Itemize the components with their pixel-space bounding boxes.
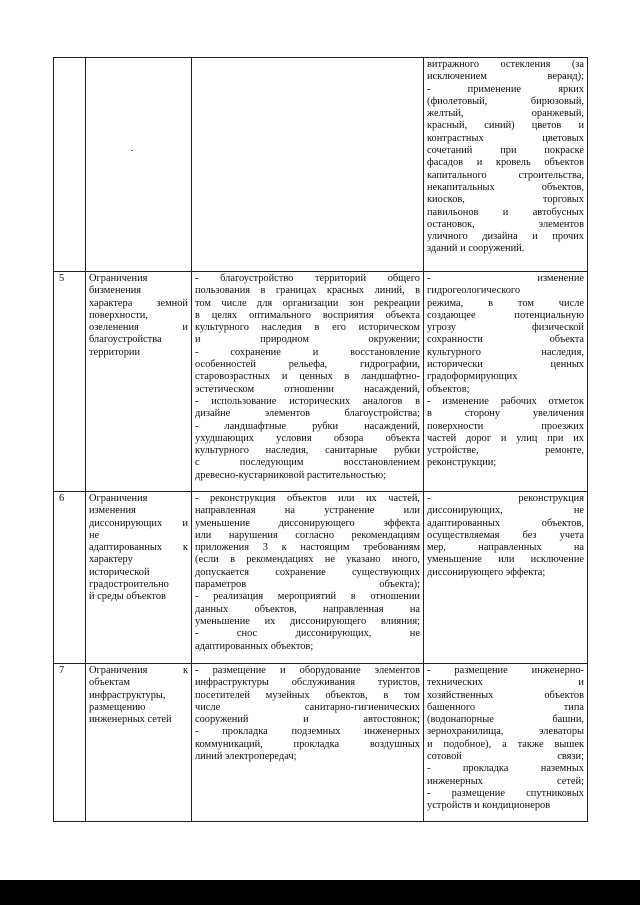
cell-text-line: данных объектов, направленная на (195, 603, 420, 615)
cell-text-line: - применение ярких (427, 83, 584, 95)
cell-text-line: объектов; (427, 383, 470, 395)
cell-text-line: хозяйственных объектов (427, 689, 584, 701)
cell-text-line: инженерных сетей (89, 714, 172, 726)
cell-text-line: размещению (89, 701, 146, 713)
cell-text-line: культурного наследия в его историческом (195, 322, 420, 334)
table-row (54, 664, 588, 822)
cell-text-line: диссонирующих, не (427, 505, 584, 517)
cell-text-line: поверхности проезжих (427, 420, 584, 432)
cell-text-line: уменьшение диссонирующего эффекта (195, 517, 420, 529)
cell-text-line: и природном окружении; (195, 334, 420, 346)
cell-text-line: осуществляемая без учета (427, 529, 584, 541)
prohibitions-cell (424, 58, 588, 272)
cell-text-line: приложения 3 к настоящим требованиям (195, 542, 420, 554)
cell-text-line: не (89, 529, 100, 541)
cell-text-line: устройстве, ремонте, (427, 445, 584, 457)
prohibitions-cell (424, 272, 588, 492)
cell-text-line: зданий и сооружений. (427, 243, 525, 255)
cell-text-line: мер, направленных на (427, 542, 584, 554)
cell-text-line: контрастных цветовых (427, 132, 584, 144)
cell-text-line: характера земной (89, 297, 188, 309)
cell-text-line: сочетаний при покраске (427, 145, 584, 157)
cell-text-line: - сохранение и восстановление (195, 346, 420, 358)
cell-text-line: угрозу физической (427, 322, 584, 334)
cell-text-line: благоустройства (89, 334, 162, 346)
cell-text-line: исключением веранд); (427, 71, 584, 83)
cell-text-line: технических и (427, 677, 584, 689)
restriction-type-cell (86, 664, 192, 822)
cell-text-line: (водонапорные башни, (427, 714, 584, 726)
cell-text-line: бизменения (89, 285, 142, 297)
cell-text-line: инфраструктуры, (89, 689, 166, 701)
cell-text-line: павильонов и автобусных (427, 206, 584, 218)
cell-text-line: режима, в том числе (427, 297, 584, 309)
table-row (54, 492, 588, 664)
requirements-cell (192, 492, 424, 664)
cell-text-line: территории (89, 346, 141, 358)
cell-text-line: сооружений и автостоянок; (195, 714, 420, 726)
row-number: 6 (59, 493, 65, 504)
table-row (54, 58, 588, 272)
restriction-type-cell (86, 492, 192, 664)
cell-text-line: в целях оптимального восприятия объекта (195, 309, 420, 321)
cell-text-line: числе санитарно-гигиенических (195, 701, 420, 713)
cell-text-line: (если в рекомендациях не указано иного, (195, 554, 420, 566)
cell-text-line: градостроительно (89, 579, 169, 591)
cell-text-line: или нарушения согласно рекомендациям (195, 529, 420, 541)
cell-text-line: эстетическом отношении насаждений, (195, 383, 420, 395)
cell-text-line: создающее потенциальную (427, 309, 584, 321)
requirements-cell (192, 58, 424, 272)
cell-text-line: - изменение (427, 273, 584, 284)
cell-text-line: капитального строительства, (427, 169, 584, 181)
requirements-cell (192, 664, 424, 822)
cell-text-line: посетителей музейных объектов, в том (195, 689, 420, 701)
cell-text-line: сохранности объекта (427, 334, 584, 346)
cell-text-line: древесно-кустарниковой растительностью; (195, 469, 386, 481)
cell-text-line: - размещение инженерно- (427, 665, 584, 676)
cell-text-line: - реконструкция (427, 493, 584, 504)
cell-text-line: с последующим восстановлением (195, 457, 420, 469)
cell-text-line: - использование исторических аналогов в (195, 395, 420, 407)
cell-text-line: киосков, торговых (427, 194, 584, 206)
cell-text-line: адаптированных к (89, 542, 188, 554)
cell-text-line: фасадов и кровель объектов (427, 157, 584, 169)
cell-text-line: - благоустройство территорий общего (195, 273, 420, 284)
table-body (54, 58, 588, 822)
prohibitions-cell (424, 664, 588, 822)
row-number: 7 (59, 665, 65, 676)
row-number: 5 (59, 273, 65, 284)
cell-text-line: гидрогеологического (427, 285, 521, 297)
cell-text-line: ухудшающих условия обзора объекта (195, 432, 420, 444)
cell-text-line: инженерных сетей; (427, 775, 584, 787)
cell-text-line: Ограничения (89, 273, 148, 284)
cell-text-line: реконструкции; (427, 457, 497, 469)
table-row (54, 272, 588, 492)
row-number-cell (54, 664, 86, 822)
cell-text-line: уменьшение или исключение (427, 554, 584, 566)
cell-text-line: изменения (89, 505, 136, 517)
cell-text-line: красный, синий) цветов и (427, 120, 584, 132)
row-number-cell (54, 272, 86, 492)
cell-text-line: уменьшение их диссонирующего влияния; (195, 615, 420, 627)
cell-text-line: - прокладка наземных (427, 763, 584, 775)
restriction-type-cell (86, 58, 192, 272)
cell-text-line: уличного дизайна и прочих (427, 231, 584, 243)
cell-text-line: - изменение рабочих отметок (427, 395, 584, 407)
cell-text-line: озеленения и (89, 322, 188, 334)
cell-text-line: особенностей рельефа, гидрографии, (195, 359, 420, 371)
requirements-table (53, 57, 588, 822)
cell-text-line: - реконструкция объектов или их частей, (195, 493, 420, 504)
cell-text-line: желтый, оранжевый, (427, 108, 584, 120)
cell-text-line: - прокладка подземных инженерных (195, 726, 420, 738)
cell-text-line: инфраструктуры обслуживания туристов, (195, 677, 420, 689)
cell-text-line: параметров объекта); (195, 579, 420, 591)
cell-text-line: Ограничения к (89, 665, 188, 676)
cell-text-line: дизайне элементов благоустройства; (195, 408, 420, 420)
cell-text-line: сотовой связи; (427, 751, 584, 763)
cell-text-line: адаптированных объектов; (195, 640, 314, 652)
cell-text-line: - снос диссонирующих, не (195, 628, 420, 640)
cell-text-line: устройств и кондиционеров (427, 800, 551, 812)
cell-text-line: объектам (89, 677, 130, 689)
prohibitions-cell (424, 492, 588, 664)
cell-text-line: башенного типа (427, 701, 584, 713)
cell-text-line: характеру (89, 554, 133, 566)
cell-text-line: - реализация мероприятий в отношении (195, 591, 420, 603)
cell-text-line: старовозрастных и ценных в ландшафтно- (195, 371, 420, 383)
cell-text-line: - размещение спутниковых (427, 787, 584, 799)
cell-text-line: коммуникаций, прокладка воздушных (195, 738, 420, 750)
row-number-cell (54, 58, 86, 272)
cell-text-line: направленная на устранение или (195, 505, 420, 517)
cell-text-line: - размещение и оборудование элементов (195, 665, 420, 676)
cell-text-line: допускается сохранение существующих (195, 566, 420, 578)
cell-text-line: - ландшафтные рубки насаждений, (195, 420, 420, 432)
cell-text-line: диссонирующего эффекта; (427, 566, 546, 578)
cell-text-line: исторически ценных (427, 359, 584, 371)
cell-text-line: поверхности, (89, 309, 148, 321)
restriction-type-cell (86, 272, 192, 492)
cell-text-line: линий электропередач; (195, 751, 297, 763)
cell-text-line: зернохранилища, элеваторы (427, 726, 584, 738)
cell-text-line: остановок, элементов (427, 218, 584, 230)
cell-text-line: адаптированных объектов, (427, 517, 584, 529)
cell-text-line: том числе для организации зон рекреации (195, 297, 420, 309)
cell-text-line: пользования в границах красных линий, в (195, 285, 420, 297)
cell-text-line: Ограничения (89, 493, 148, 504)
cell-text-line: и подобное), а также вышек (427, 738, 584, 750)
cell-text-line: культурного наследия, (427, 346, 584, 358)
scan-bottom-border (0, 880, 640, 905)
cell-text-line: в сторону увеличения (427, 408, 584, 420)
cell-text-line: диссонирующих и (89, 517, 188, 529)
row-number-cell (54, 492, 86, 664)
cell-text-line: частей дорог и улиц при их (427, 432, 584, 444)
cell-text-line: культурного наследия, санитарные рубки (195, 445, 420, 457)
cell-text-line: й среды объектов (89, 591, 166, 603)
cell-text-line: некапитальных объектов, (427, 181, 584, 193)
cell-text-line: витражного остекления (за (427, 59, 584, 70)
requirements-cell (192, 272, 424, 492)
cell-text-line: градоформирующих (427, 371, 518, 383)
cell-text-line: (фиолетовый, бирюзовый, (427, 95, 584, 107)
cell-text-line: исторической (89, 566, 150, 578)
